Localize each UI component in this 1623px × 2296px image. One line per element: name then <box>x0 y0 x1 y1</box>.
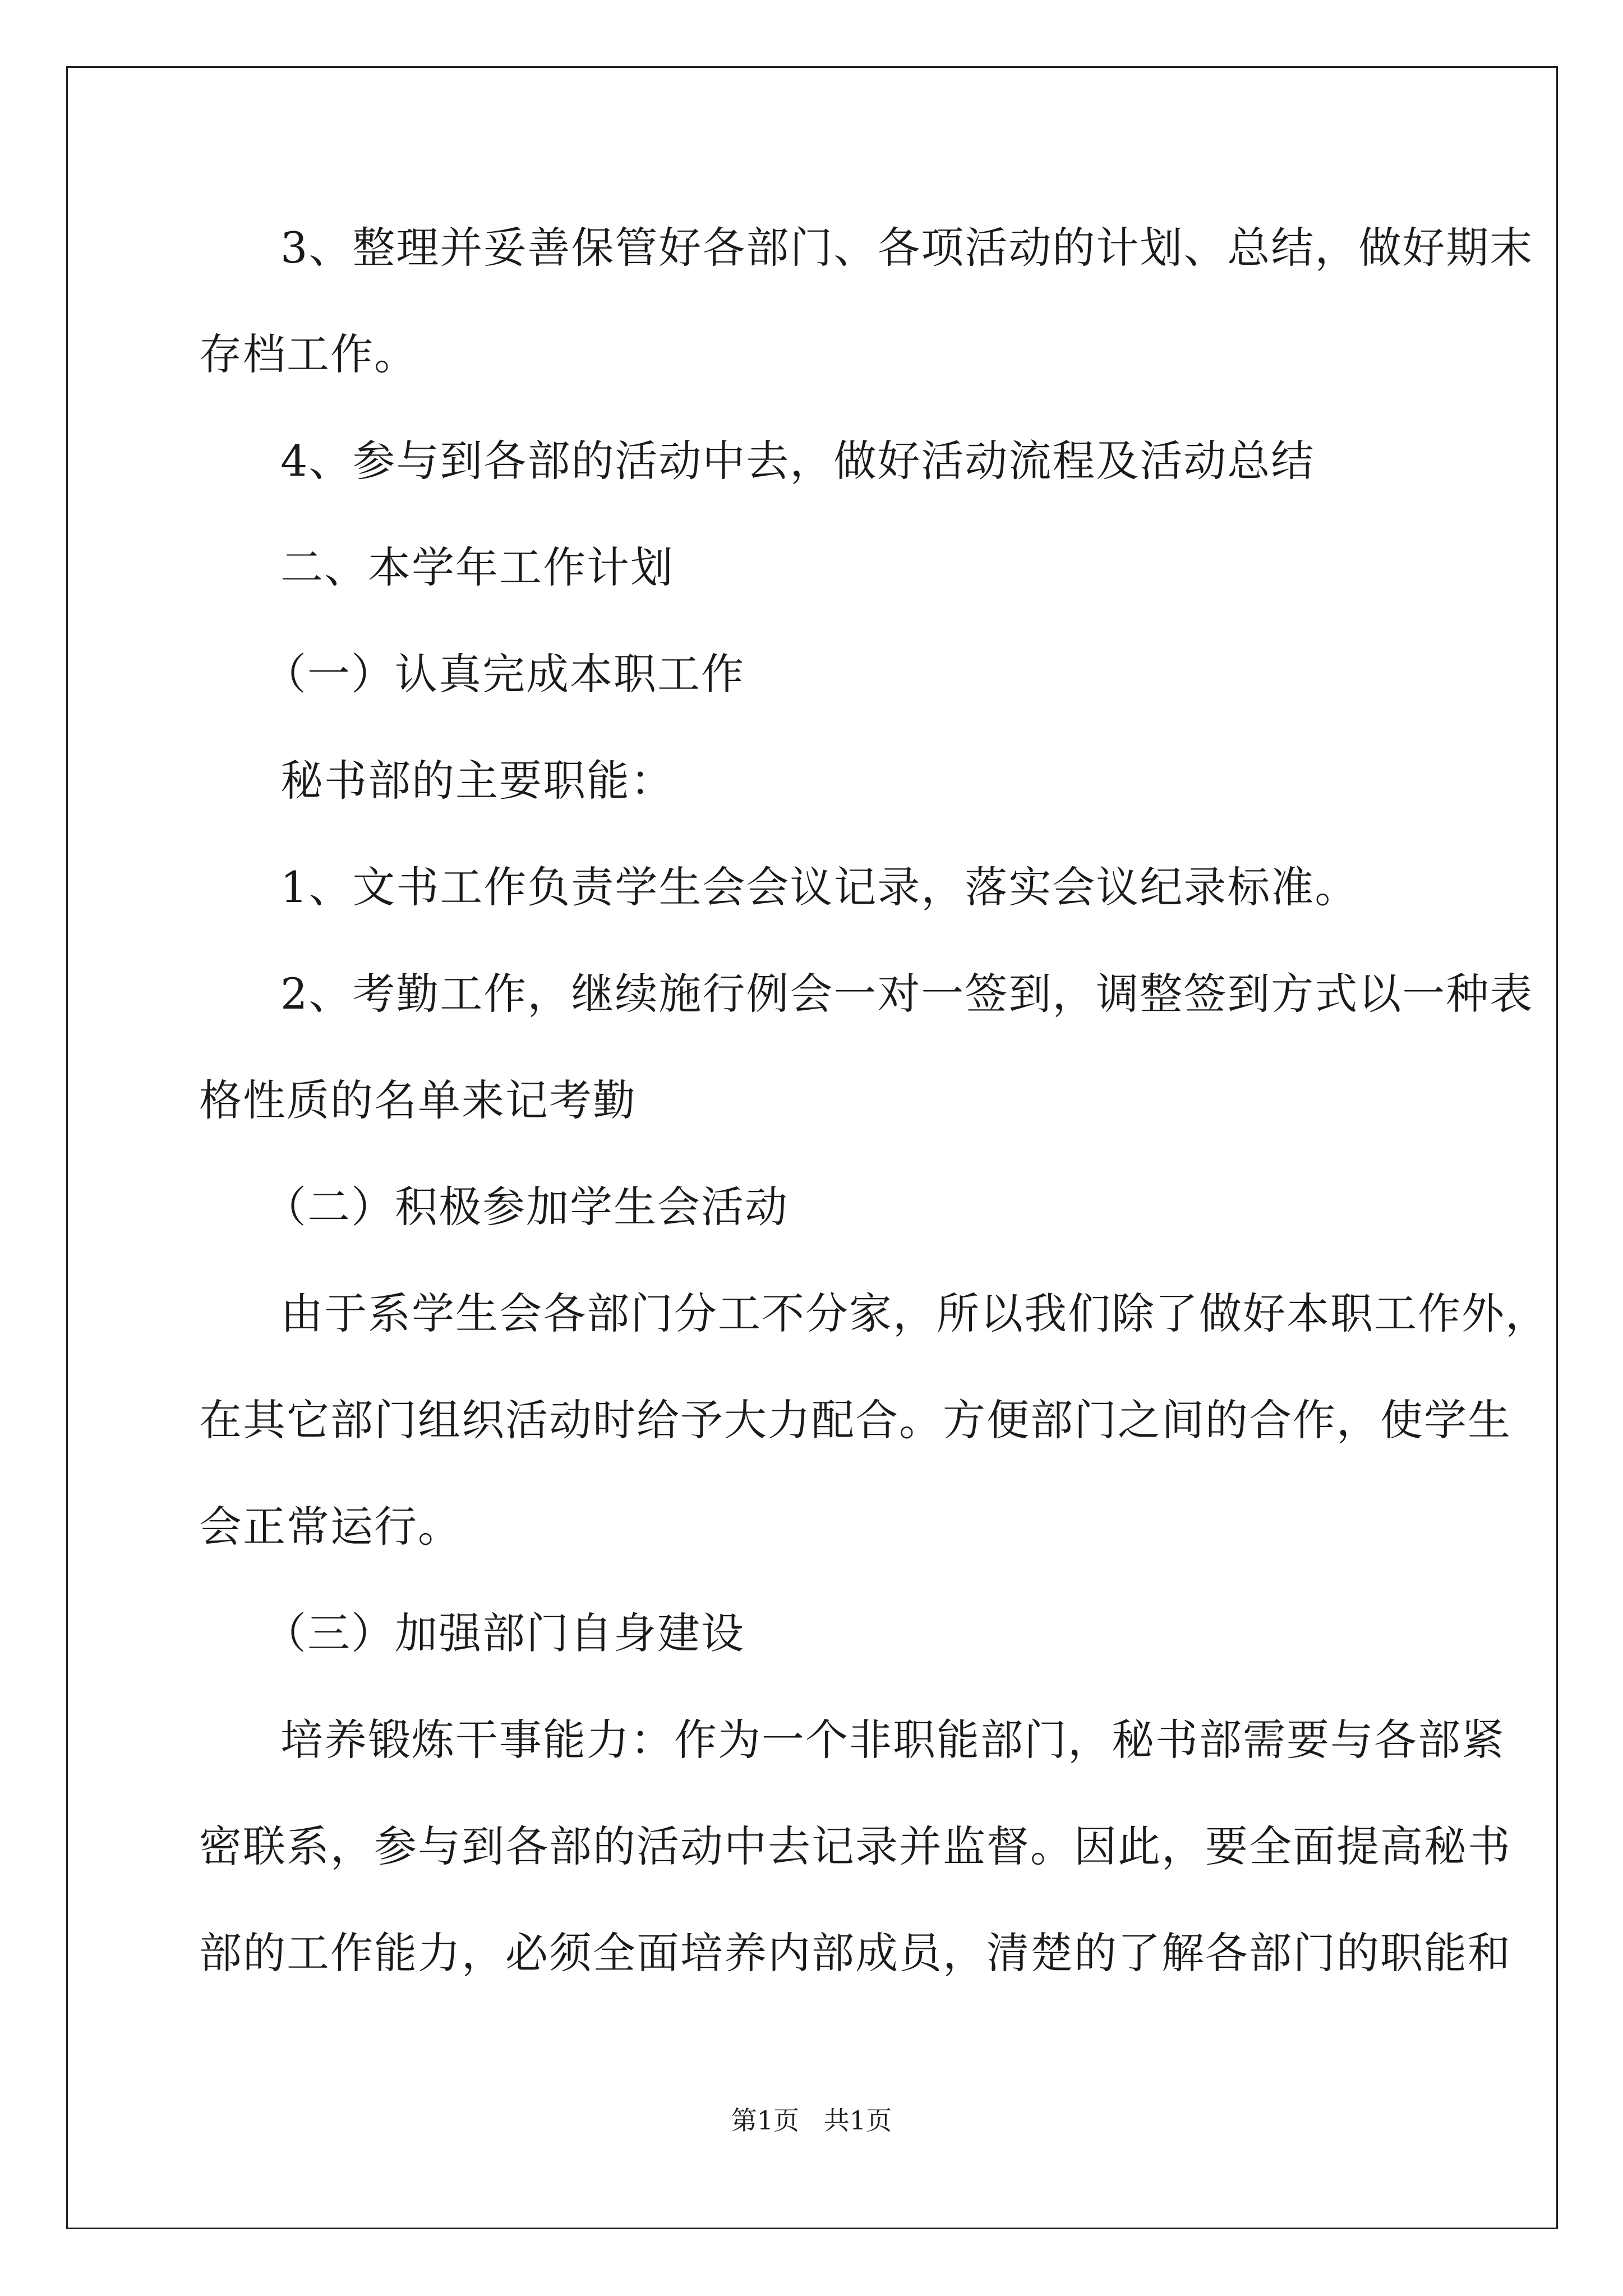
text-line: 密联系，参与到各部的活动中去记录并监督。因此，要全面提高秘书 <box>199 1821 1511 1871</box>
text-line: 2、考勤工作，继续施行例会一对一签到，调整签到方式以一种表 <box>280 969 1534 1019</box>
text-line: 4、参与到各部的活动中去，做好活动流程及活动总结 <box>280 436 1315 486</box>
section-heading: 二、本学年工作计划 <box>280 542 674 592</box>
page-border <box>66 66 1558 2229</box>
text-line: 格性质的名单来记考勤 <box>199 1075 637 1125</box>
subsection-heading: （一）认真完成本职工作 <box>264 649 745 699</box>
text-line: 部的工作能力，必须全面培养内部成员，清楚的了解各部门的职能和 <box>199 1928 1511 1978</box>
text-line: 由于系学生会各部门分工不分家，所以我们除了做好本职工作外， <box>280 1289 1549 1338</box>
subsection-heading: （三）加强部门自身建设 <box>264 1608 745 1658</box>
subsection-heading: （二）积极参加学生会活动 <box>264 1182 789 1232</box>
text-line: 会正常运行。 <box>199 1502 462 1552</box>
text-line: 在其它部门组织活动时给予大力配合。方便部门之间的合作，使学生 <box>199 1395 1511 1445</box>
text-line: 秘书部的主要职能： <box>280 756 674 806</box>
text-line: 培养锻炼干事能力：作为一个非职能部门，秘书部需要与各部紧 <box>280 1715 1505 1765</box>
page-footer: 第1页 共1页 <box>731 2105 892 2136</box>
text-line: 1、文书工作负责学生会会议记录，落实会议纪录标准。 <box>280 862 1359 912</box>
text-line: 存档工作。 <box>199 329 418 379</box>
text-line: 3、整理并妥善保管好各部门、各项活动的计划、总结，做好期末 <box>280 223 1534 273</box>
